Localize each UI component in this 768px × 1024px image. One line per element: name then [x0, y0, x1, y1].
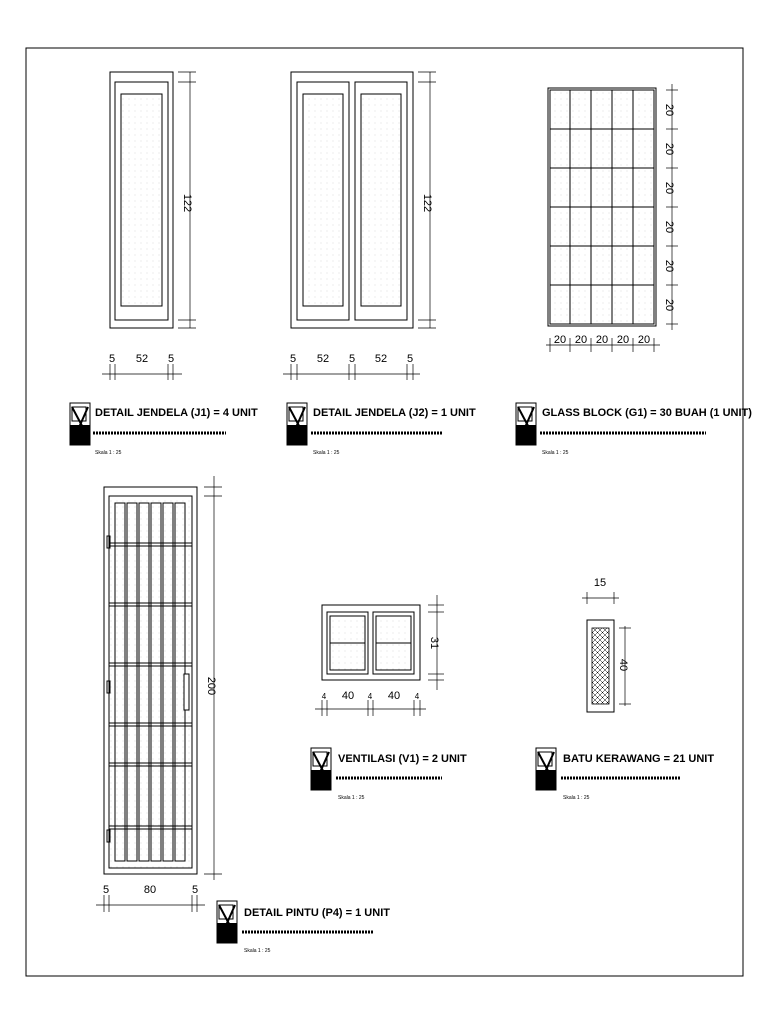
title-block-j2 [287, 403, 476, 456]
j2-glass-pane-left [303, 94, 343, 306]
title-v1: VENTILASI (V1) = 2 UNIT [338, 753, 467, 765]
detail-j1 [102, 72, 196, 380]
title-block-icon [217, 901, 237, 943]
g1-width-dim-2: 20 [574, 334, 588, 346]
v1-width-dim-3: 4 [367, 692, 373, 701]
bk-height-dim: 40 [617, 658, 629, 672]
title-block-icon [70, 403, 90, 445]
p4-width-dim-2: 80 [143, 884, 157, 896]
title-p4: DETAIL PINTU (P4) = 1 UNIT [244, 907, 390, 919]
j1-height-dim: 122 [181, 193, 193, 213]
scale-p4: Skala 1 : 25 [244, 948, 271, 954]
j2-width-dim-3: 5 [348, 353, 356, 365]
title-block-v1 [311, 748, 467, 801]
g1-height-dim-2: 20 [663, 142, 675, 156]
p4-width-dim-1: 5 [102, 884, 110, 896]
title-block-g1 [516, 403, 752, 456]
j1-glass-pane [121, 94, 162, 306]
v1-width-dim-1: 4 [321, 692, 327, 701]
j2-width-dim-5: 5 [406, 353, 414, 365]
title-bk: BATU KERAWANG = 21 UNIT [563, 753, 715, 765]
g1-width-dim-5: 20 [637, 334, 651, 346]
v1-width-dim-5: 4 [414, 692, 420, 701]
scale-v1: Skala 1 : 25 [338, 795, 365, 801]
title-block-icon [536, 748, 556, 790]
bk-width-dim: 15 [593, 577, 607, 589]
scale-j1: Skala 1 : 25 [95, 450, 122, 456]
detail-batu-kerawang [582, 577, 631, 712]
title-j1: DETAIL JENDELA (J1) = 4 UNIT [95, 407, 258, 419]
detail-g1 [546, 84, 678, 352]
v1-width-dim-2: 40 [341, 690, 355, 702]
scale-bk: Skala 1 : 25 [563, 795, 590, 801]
title-block-icon [287, 403, 307, 445]
j2-glass-pane-right [361, 94, 401, 306]
p4-height-dim: 200 [205, 676, 217, 696]
detail-j2 [283, 72, 436, 380]
v1-height-dim: 31 [428, 636, 440, 650]
g1-height-dim-3: 20 [663, 181, 675, 195]
g1-height-dim-5: 20 [663, 259, 675, 273]
title-j2: DETAIL JENDELA (J2) = 1 UNIT [313, 407, 476, 419]
p4-handle [184, 674, 189, 710]
bk-block-hatch [592, 628, 609, 704]
title-block-icon [311, 748, 331, 790]
g1-width-dim-4: 20 [616, 334, 630, 346]
title-block-icon [516, 403, 536, 445]
p4-width-dim-3: 5 [191, 884, 199, 896]
title-g1: GLASS BLOCK (G1) = 30 BUAH (1 UNIT) [542, 407, 752, 419]
j1-width-dim-2: 52 [135, 353, 149, 365]
j1-width-dim-3: 5 [167, 353, 175, 365]
g1-height-dim-1: 20 [663, 103, 675, 117]
g1-height-dim-6: 20 [663, 298, 675, 312]
title-block-p4 [217, 901, 390, 954]
v1-width-dim-4: 40 [387, 690, 401, 702]
g1-width-dim-3: 20 [595, 334, 609, 346]
j1-width-dim-1: 5 [108, 353, 116, 365]
detail-p4 [96, 476, 222, 912]
scale-j2: Skala 1 : 25 [313, 450, 340, 456]
j2-height-dim: 122 [421, 193, 433, 213]
j2-width-dim-4: 52 [374, 353, 388, 365]
detail-v1 [315, 595, 444, 716]
scale-g1: Skala 1 : 25 [542, 450, 569, 456]
title-block-j1 [70, 403, 258, 456]
g1-width-dim-1: 20 [553, 334, 567, 346]
j2-width-dim-1: 5 [289, 353, 297, 365]
title-block-bk [536, 748, 714, 801]
g1-height-dim-4: 20 [663, 220, 675, 234]
j2-width-dim-2: 52 [316, 353, 330, 365]
